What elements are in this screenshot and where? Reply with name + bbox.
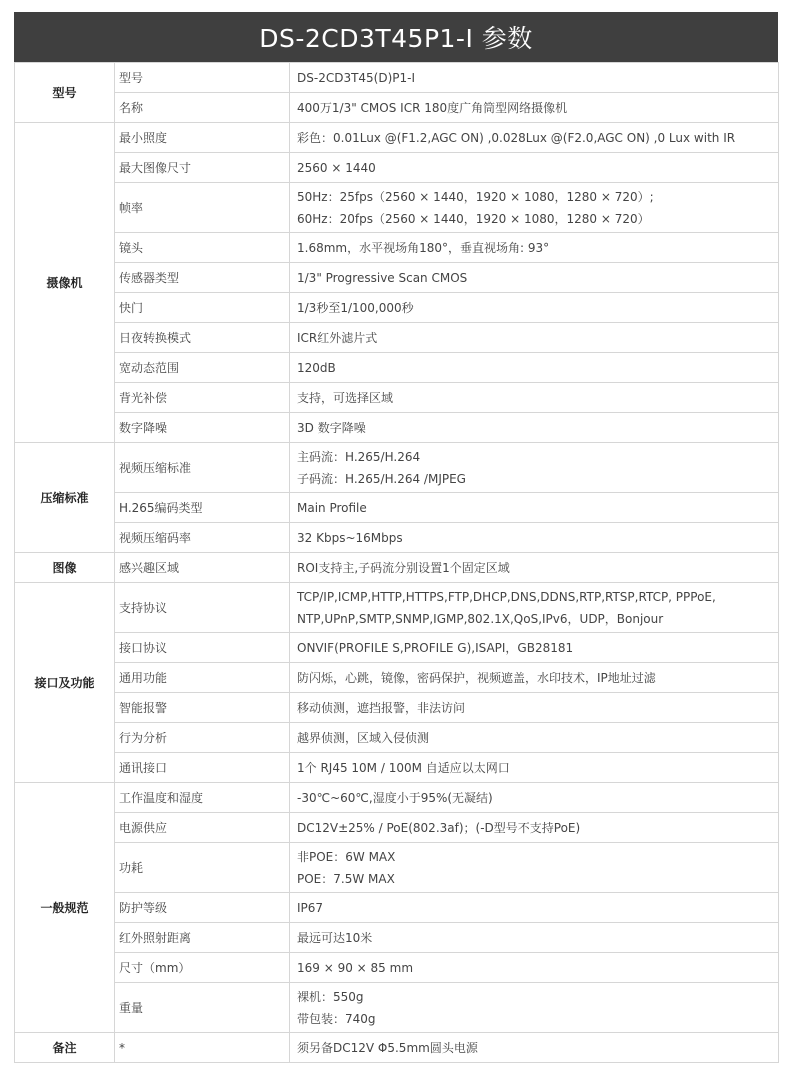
- param-name: 电源供应: [115, 813, 290, 843]
- param-value-line: 移动侦测，遮挡报警，非法访问: [297, 700, 466, 715]
- param-value: [290, 493, 779, 523]
- param-name: 支持协议: [115, 583, 290, 633]
- spec-row: [15, 443, 779, 493]
- param-value-line: 60Hz：20fps（2560 × 1440，1920 × 1080，1280 × 720）: [297, 211, 650, 226]
- spec-row: [15, 983, 779, 1033]
- param-name: 最大图像尺寸: [115, 153, 290, 183]
- param-name: 最小照度: [115, 123, 290, 153]
- spec-row: [15, 783, 779, 813]
- spec-row: [15, 633, 779, 663]
- spec-row: [15, 663, 779, 693]
- param-name: 视频压缩码率: [115, 523, 290, 553]
- param-name: 背光补偿: [115, 383, 290, 413]
- param-name: 重量: [115, 983, 290, 1033]
- param-value: [290, 123, 779, 153]
- spec-row: [15, 843, 779, 893]
- param-name: 帧率: [115, 183, 290, 233]
- param-name: 视频压缩标准: [115, 443, 290, 493]
- param-name: 智能报警: [115, 693, 290, 723]
- param-value-line: 32 Kbps~16Mbps: [297, 530, 403, 545]
- group-label: 型号: [15, 63, 115, 123]
- spec-row: [15, 693, 779, 723]
- spec-row: [15, 953, 779, 983]
- param-value-line: 2560 × 1440: [297, 160, 376, 175]
- param-value-line: 支持，可选择区域: [297, 390, 394, 405]
- param-value-line: 彩色：0.01Lux @(F1.2,AGC ON) ,0.028Lux @(F2.0,AGC ON) ,0 Lux with IR: [297, 130, 736, 145]
- param-value: [290, 553, 779, 583]
- param-value: [290, 293, 779, 323]
- param-name: 防护等级: [115, 893, 290, 923]
- spec-row: [15, 63, 779, 93]
- param-value-line: DS-2CD3T45(D)P1-I: [297, 70, 416, 85]
- param-value: [290, 353, 779, 383]
- spec-row: [15, 183, 779, 233]
- param-value-line: Main Profile: [297, 500, 367, 515]
- group-label: 一般规范: [15, 783, 115, 1033]
- param-value-line: IP67: [297, 900, 324, 915]
- spec-table-body: [15, 63, 779, 1063]
- param-name: 镜头: [115, 233, 290, 263]
- param-name: *: [115, 1033, 290, 1063]
- param-value-line: ONVIF(PROFILE S,PROFILE G),ISAPI，GB28181: [297, 640, 574, 655]
- param-value-line: POE：7.5W MAX: [297, 871, 395, 886]
- param-value: [290, 633, 779, 663]
- param-name: 名称: [115, 93, 290, 123]
- param-value-line: ICR红外滤片式: [297, 330, 378, 345]
- spec-row: [15, 553, 779, 583]
- param-name: 传感器类型: [115, 263, 290, 293]
- param-value-line: 1个 RJ45 10M / 100M 自适应以太网口: [297, 760, 510, 775]
- spec-row: [15, 123, 779, 153]
- param-value-line: 50Hz：25fps（2560 × 1440，1920 × 1080，1280 × 720）;: [297, 189, 654, 204]
- param-value: [290, 893, 779, 923]
- param-value: [290, 783, 779, 813]
- param-name: 感兴趣区域: [115, 553, 290, 583]
- param-name: 快门: [115, 293, 290, 323]
- spec-row: [15, 413, 779, 443]
- param-name: 日夜转换模式: [115, 323, 290, 353]
- param-name: 功耗: [115, 843, 290, 893]
- param-value: [290, 523, 779, 553]
- spec-row: [15, 923, 779, 953]
- param-value: [290, 813, 779, 843]
- param-value: [290, 323, 779, 353]
- spec-row: [15, 323, 779, 353]
- spec-row: [15, 1033, 779, 1063]
- param-value: [290, 583, 779, 633]
- param-value: [290, 153, 779, 183]
- spec-row: [15, 723, 779, 753]
- param-name: 通讯接口: [115, 753, 290, 783]
- param-name: 型号: [115, 63, 290, 93]
- spec-row: [15, 233, 779, 263]
- spec-row: [15, 293, 779, 323]
- param-name: 尺寸（mm）: [115, 953, 290, 983]
- spec-table: [14, 62, 779, 1063]
- param-value-line: 子码流：H.265/H.264 /MJPEG: [297, 471, 466, 486]
- param-value: [290, 263, 779, 293]
- param-value-line: NTP,UPnP,SMTP,SNMP,IGMP,802.1X,QoS,IPv6，UDP，Bonjour: [297, 611, 664, 626]
- spec-row: [15, 263, 779, 293]
- group-label: 压缩标准: [15, 443, 115, 553]
- param-value: [290, 753, 779, 783]
- param-value-line: DC12V±25% / PoE(802.3af)；(-D型号不支持PoE): [297, 820, 581, 835]
- param-value: [290, 383, 779, 413]
- param-name: 接口协议: [115, 633, 290, 663]
- param-value: [290, 1033, 779, 1063]
- param-value: [290, 93, 779, 123]
- spec-row: [15, 93, 779, 123]
- param-name: 数字降噪: [115, 413, 290, 443]
- param-value-line: 非POE：6W MAX: [297, 849, 396, 864]
- param-value-line: 须另备DC12V Φ5.5mm圆头电源: [297, 1040, 478, 1055]
- param-value: [290, 723, 779, 753]
- param-name: 红外照射距离: [115, 923, 290, 953]
- spec-row: [15, 523, 779, 553]
- spec-row: [15, 153, 779, 183]
- param-value-line: 越界侦测，区域入侵侦测: [297, 730, 430, 745]
- param-name: 通用功能: [115, 663, 290, 693]
- param-value: [290, 923, 779, 953]
- param-value: [290, 843, 779, 893]
- spec-row: [15, 583, 779, 633]
- param-value: [290, 983, 779, 1033]
- group-label: 备注: [15, 1033, 115, 1063]
- param-name: 宽动态范围: [115, 353, 290, 383]
- param-name: 行为分析: [115, 723, 290, 753]
- param-value-line: 169 × 90 × 85 mm: [297, 960, 414, 975]
- param-value-line: TCP/IP,ICMP,HTTP,HTTPS,FTP,DHCP,DNS,DDNS,RTP,RTSP,RTCP, PPPoE,: [297, 589, 716, 604]
- spec-row: [15, 383, 779, 413]
- param-name: H.265编码类型: [115, 493, 290, 523]
- spec-row: [15, 353, 779, 383]
- spec-row: [15, 893, 779, 923]
- group-label: 接口及功能: [15, 583, 115, 783]
- spec-row: [15, 813, 779, 843]
- param-value-line: 400万1/3" CMOS ICR 180度广角筒型网络摄像机: [297, 100, 568, 115]
- param-value-line: 最远可达10米: [297, 930, 373, 945]
- param-value: [290, 63, 779, 93]
- param-value-line: 1/3" Progressive Scan CMOS: [297, 270, 468, 285]
- param-value: [290, 443, 779, 493]
- param-value: [290, 183, 779, 233]
- spec-row: [15, 753, 779, 783]
- param-name: 工作温度和湿度: [115, 783, 290, 813]
- param-value: [290, 233, 779, 263]
- param-value-line: 3D 数字降噪: [297, 420, 366, 435]
- group-label: 摄像机: [15, 123, 115, 443]
- param-value-line: 带包装：740g: [297, 1011, 376, 1026]
- param-value-line: 裸机：550g: [297, 989, 364, 1004]
- group-label: 图像: [15, 553, 115, 583]
- param-value-line: 120dB: [297, 360, 336, 375]
- page-title: DS-2CD3T45P1-I 参数: [14, 12, 778, 62]
- param-value: [290, 663, 779, 693]
- param-value-line: 防闪烁，心跳，镜像，密码保护，视频遮盖，水印技术，IP地址过滤: [297, 670, 656, 685]
- param-value-line: ROI支持主,子码流分别设置1个固定区域: [297, 560, 510, 575]
- param-value: [290, 693, 779, 723]
- param-value-line: 1/3秒至1/100,000秒: [297, 300, 414, 315]
- param-value: [290, 413, 779, 443]
- param-value-line: -30℃~60℃,湿度小于95%(无凝结): [297, 790, 493, 805]
- spec-row: [15, 493, 779, 523]
- param-value: [290, 953, 779, 983]
- param-value-line: 主码流：H.265/H.264: [297, 449, 421, 464]
- param-value-line: 1.68mm，水平视场角180°，垂直视场角: 93°: [297, 240, 550, 255]
